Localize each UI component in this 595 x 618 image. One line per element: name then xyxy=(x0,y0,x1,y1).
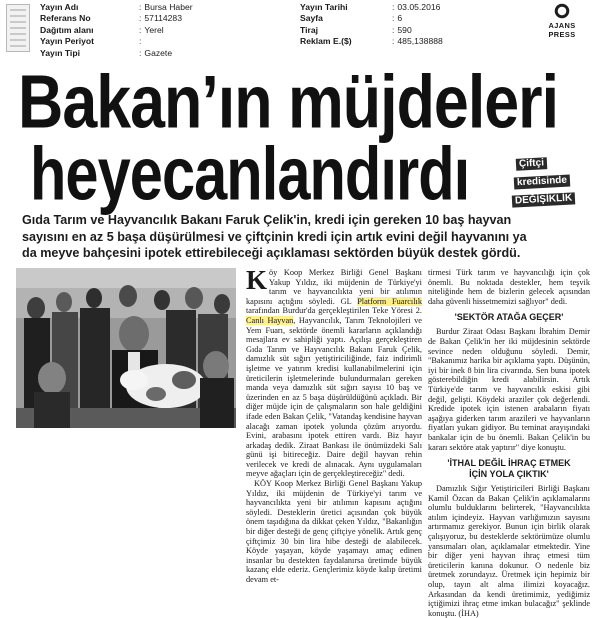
topic-tag-line: kredisinde xyxy=(514,175,571,190)
meta-value: Yerel xyxy=(144,24,164,35)
meta-row: Yayın Tarihi : 03.05.2016 xyxy=(300,2,441,12)
article-column-2 xyxy=(428,268,590,618)
ajans-press-logo xyxy=(535,2,589,39)
topic-tag-line: Çiftçi xyxy=(516,157,548,171)
meta-row: Yayın Tipi : Gazete xyxy=(40,47,173,58)
lead-paragraph xyxy=(22,212,582,262)
subheading-line: İÇİN YOLA ÇIKTIK' xyxy=(469,469,549,480)
topic-tag-line: DEĞİŞİKLİK xyxy=(512,192,576,207)
meta-key: Yayın Tipi xyxy=(40,47,80,58)
meta-value: 57114283 xyxy=(144,13,182,24)
meta-key: Yayın Tarihi xyxy=(300,2,348,12)
lead-line: sayısını en az 5 başa düşürülmesi ve çiftçinin kredi için artık evini değil hayvanını ya xyxy=(22,229,527,244)
meta-key: Yayın Periyot xyxy=(40,36,94,47)
article-text: , Hayvancılık, Tarım Teknolojileri ve Yem Fuarı, sektörde önemli kararların açıklandığı mesajlara ev sahipliği yaptı. Açılışı gerçekleştiren Gıda Tarım ve Hayvancılık Bakanı Faruk Çelik, damızlık süt sığırı yetiştiriciliğinde, faiz indirimli işletme ve yatırım kredisi kullanabilmelerini için üreticilerin işletmelerinde bulundurmaları gereken manda veya damızlık süt sığırı sayısı 10 baş ve üzerinden en az 5 başa düşürüldüğünü açıkladı. Bir diğer müjde için de çalışmaların son hale geldiğini ifade eden Bakan Çelik, "Vatandaş kendisine hayvan alacağı zaman ipotek yolunda çözüm arıyordu. Evini, arabasını ipotek ettiren vardı. Biz hayır arkadaş dedik. Ziraat Bankası ile önümüzdeki Salı günü işi bitireceğiz. Daire değil hayvan rehin verilecek ve kredi de alınacak. Aynı uygulamaları meyve ağaçları için de gerçekleştireceğiz" dedi. xyxy=(246,315,422,479)
news-photo xyxy=(16,268,236,428)
subheading-line: 'İTHAL DEĞİL İHRAÇ ETMEK xyxy=(447,458,571,469)
subheading: 'SEKTÖR ATAĞA GEÇER' xyxy=(454,312,564,323)
meta-row: Tiraj : 590 xyxy=(300,24,412,35)
meta-row: Reklam E.($) : 485,138888 xyxy=(300,36,443,47)
publication-meta-right xyxy=(300,2,443,48)
article-paragraph: Burdur Ziraat Odası Başkanı İbrahim Demir de Bakan Çelik'in her iki müjdesinin sektörde sevince neden olduğunu söyledi. Demir, "Bakanımız harika bir açıklama yaptı. Düşünün, iyi bir inek 8 bin lira civarında. Sen buna ipotek gösterebildiğin kredi alabilirsin. Artık Türkiye'de tarım ve hayvancılık eskisi gibi değil, gelişti. Köydeki araziler çok değerlendi. Kredide ipotek için istenen arabaların fiyatı aşağıya giderken tarım arazileri ve hayvanların fiyatları yukarı gidiyor. Bu teminat arayışındaki bankalar için de bu önemli. Bakan Çelik'in bu kararı sektöre atak yaptırır" diye konuştu. xyxy=(428,327,590,452)
meta-row: Yayın Adı : Bursa Haber xyxy=(40,2,193,12)
lead-line: Gıda Tarım ve Hayvancılık Bakanı Faruk Çelik'in, kredi için gereken 10 baş hayvan xyxy=(22,213,512,227)
meta-key: Dağıtım alanı xyxy=(40,24,94,35)
page-thumbnail xyxy=(6,4,30,52)
article-column-1 xyxy=(246,265,422,585)
meta-key: Yayın Adı xyxy=(40,2,79,12)
ajans-press-logo-icon xyxy=(553,2,571,20)
headline-line-1: Bakan’ın müjdeleri xyxy=(18,59,559,145)
meta-key: Reklam E.($) xyxy=(300,36,352,47)
meta-key: Sayfa xyxy=(300,13,323,24)
article-text: tarafından Burdur'da gerçekleştirilen Teke Yöresi 2. xyxy=(246,306,422,316)
meta-key: Referans No xyxy=(40,13,91,24)
meta-row: Yayın Periyot : xyxy=(40,36,142,47)
crowd-with-calf-photo xyxy=(16,268,236,428)
meta-value: Gazete xyxy=(144,47,173,58)
article-paragraph xyxy=(246,265,422,479)
meta-row: Sayfa : 6 xyxy=(300,13,403,24)
meta-row: Dağıtım alanı : Yerel xyxy=(40,24,164,35)
article-paragraph: KÖY Koop Merkez Birliği Genel Başkanı Yakup Yıldız, iki müjdenin de Türkiye'yi tarım ve hayvancılıkta yeni bir atılımın kapısını açtığını söyledi. Desteklerin üretici açısından çok büyük önem taşıdığına da dikkat çeken Yıldız, "Bakanlığın bir diğer desteği de genç çiftçiye yönelik. Artık genç çiftçimiz 30 bin lira hibe desteği de alabilecek. Köyde yaşayan, köyde yaşamayı amaç edinen insanlar bu destekten faydalanırsa üretimde büyük kazanç elde ederiz. Gençlerimiz köyde kalıp üretimi devam et- xyxy=(246,479,422,584)
meta-value: Bursa Haber xyxy=(144,2,193,12)
meta-row: Referans No : 57114283 xyxy=(40,13,182,24)
subheading xyxy=(428,458,590,480)
article-text: öy Koop Merkez Birliği Genel Başkanı Yakup Yıldız, iki müjdenin de Türkiye'yi tarım ve hayvancılıkta yeni bir atılımın kapısını açtığını söyledi. GL xyxy=(246,268,422,306)
lead-line: da meyve bahçesini ipotek ettirebileceği açıklaması sektörden büyük destek gördü. xyxy=(22,246,521,260)
meta-value: 485,138888 xyxy=(397,36,443,47)
topic-tag xyxy=(512,153,592,207)
article-paragraph: Damızlık Sığır Yetiştiricileri Birliği Başkanı Kamil Özcan da Bakan Çelik'in açıklamalarını olumlu bulduklarını belirterek, "Hayvancılıkta atılım içindeyiz. Hayvan varlığımızın sayısını artırmamız gerekiyor. Bunun için birlik olarak çalışıyoruz, bu desteklerde sektörümüze olumlu yansımaları olan, açıklamalar etmektedir. Yine bir diğer yeni hayvan ihraç etmesi tüm üreticilerin kanına dokunur. O nedenle biz üretmek zorundayız. Üretmek için hepimiz bir olup, tayın alt alma ilimizi koyacağız. Arkasından da kendi üretimimiz, yediğimiz içtiğimizi ihraç etme imkan bulacağız" şeklinde konuştu. (İHA) xyxy=(428,484,590,618)
highlighted-keyword: Canlı Hayvan xyxy=(246,315,294,325)
meta-value: 590 xyxy=(397,24,412,35)
logo-text: AJANS PRESS xyxy=(548,21,576,39)
highlighted-keyword: Platform Fuarcılık xyxy=(357,296,422,306)
publication-meta-left xyxy=(40,2,193,59)
drop-cap: K xyxy=(246,265,268,295)
article-paragraph: tirmesi Türk tarım ve hayvancılığı için çok önemli. Bu noktada destekler, hem teşvik niteliğinde hem de bizlerin gelecek açısından daha güvenli hissetmemizi sağlıyor" dedi. xyxy=(428,268,590,306)
meta-value: 6 xyxy=(397,13,403,24)
meta-key: Tiraj xyxy=(300,24,318,35)
meta-value: 03.05.2016 xyxy=(397,2,441,12)
headline-line-2: heyecanlandırdı xyxy=(30,131,470,217)
